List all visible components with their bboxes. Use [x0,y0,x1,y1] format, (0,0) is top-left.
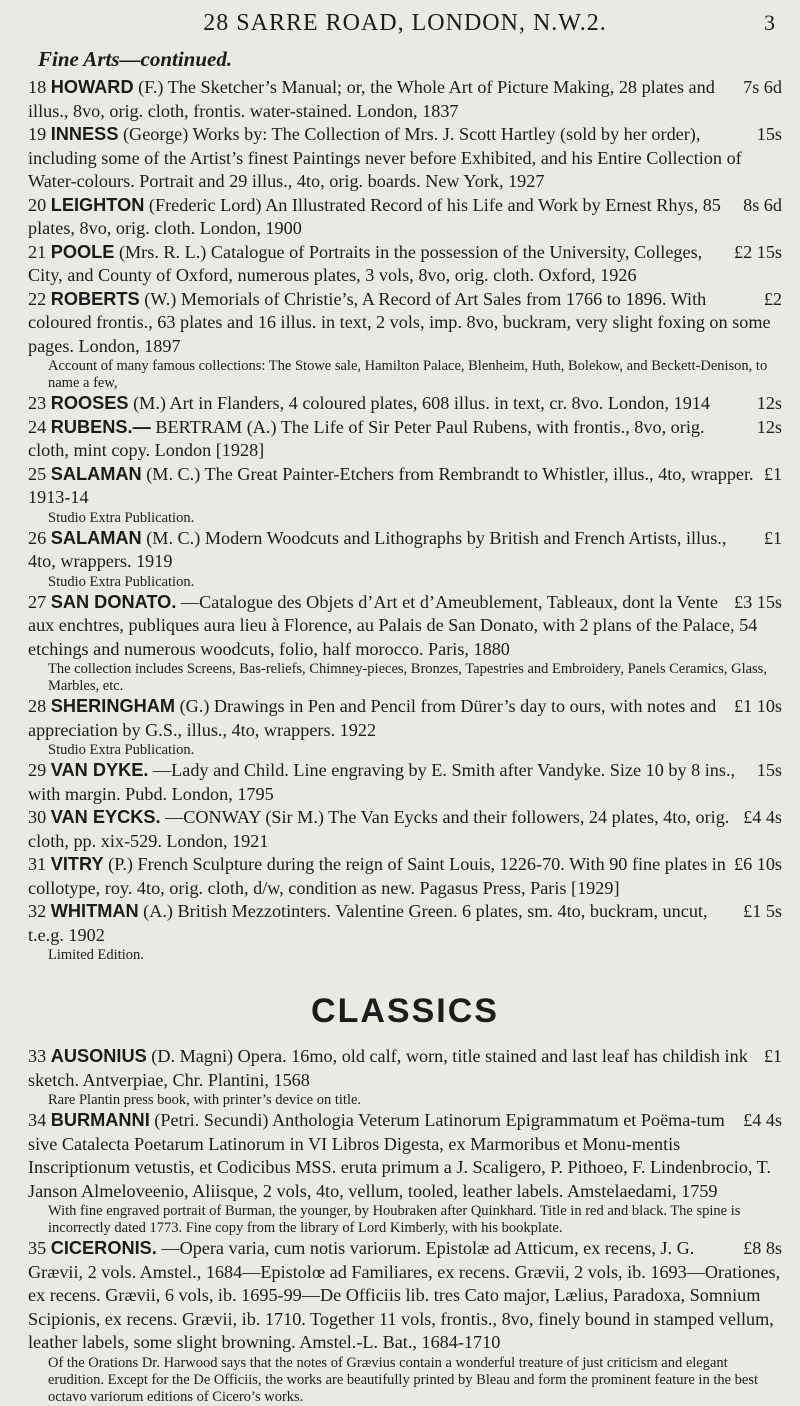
entry-number: 33 [28,1046,47,1066]
catalogue-entry [28,463,782,527]
page-number: 3 [764,10,776,35]
entry-note: Studio Extra Publication. [48,573,195,590]
catalogue-entry [28,392,782,416]
entry-number: 35 [28,1238,47,1258]
entry-number: 28 [28,696,47,716]
catalogue-entry [28,123,782,194]
entry-description: (M. C.) The Great Painter-Etchers from Rembrandt to Whistler, illus., 4to, wrapper. 1913-14 [28,463,754,507]
entry-price: £1 [763,463,782,484]
entry-number: 23 [28,393,47,413]
entry-price: £2 [763,288,782,309]
entry-price: £4 4s [743,807,782,827]
catalogue-entry [28,288,782,393]
entry-note: The collection includes Screens, Bas-reliefs, Chimney-pieces, Bronzes, Tapestries and Embroidery, Panels Ceramics, Glass, Marbles, etc. [48,661,767,694]
entry-price: £1 5s [743,901,782,921]
catalogue-entry [28,241,782,288]
entry-price: 8s 6d [743,194,782,215]
catalogue-entry [28,194,782,241]
entry-note: Rare Plantin press book, with printer’s device on title. [48,1092,362,1108]
entry-description: —Catalogue des Objets d’Art et d’Ameublement, Tableaux, dont la Vente aux enchtres, publiques aura lieu à Florence, au Palais de San Donato, with 2 plans of the Palace, 54 etchings and numerous woodcuts, folio, half morocco. Paris, 1880 [28,591,758,659]
entry-description: (W.) Memorials of Christie’s, A Record of Art Sales from 1766 to 1896. With coloured frontis., 63 plates and 16 illus. in text, 2 vols, imp. 8vo, buckram, very slight foxing on some pages. London, 1897 [28,288,771,356]
running-head [28,10,782,37]
page-header-address: 28 SARRE ROAD, LONDON, N.W.2. [203,10,607,36]
entry-description: (G.) Drawings in Pen and Pencil from Dürer’s day to ours, with notes and appreciation by G.S., illus., 4to, wrappers. 1922 [28,696,717,740]
entry-note: Studio Extra Publication. [48,742,195,758]
entry-price: £6 10s [734,854,782,874]
entry-number: 31 [28,854,47,874]
catalogue-entry [28,853,782,900]
entry-number: 20 [28,194,47,215]
entry-author: SAN DONATO. [50,591,177,612]
entry-price: £1 10s [734,696,782,716]
entry-price: £2 15s [734,241,782,262]
entry-description: (F.) The Sketcher’s Manual; or, the Whole Art of Picture Making, 28 plates and illus., 8vo, orig. cloth, frontis. water-stained. London, 1837 [28,77,715,121]
entry-number: 19 [28,124,47,144]
catalogue-entry [28,900,782,964]
entry-author: LEIGHTON [50,194,145,215]
entry-number: 32 [28,901,47,921]
catalogue-entry [28,695,782,759]
entry-description: BERTRAM (A.) The Life of Sir Peter Paul Rubens, with frontis., 8vo, orig. cloth, mint copy. London [1928] [28,416,705,460]
catalogue-entry [28,1109,782,1237]
catalogue-entry [28,1045,782,1109]
entry-price: £1 [763,527,782,548]
entry-author: POOLE [50,241,115,262]
entry-description: —Opera varia, cum notis variorum. Epistolæ ad Atticum, ex recens, J. G. Grævii, 2 vols. Amstel., 1684—Epistolœ ad Familiares, ex recens. Grævii, 2 vols, ib. 1693—Orationes, ex recens. Grævii, 6 vols, ib. 1695-99—De Officiis lib. tres Cato major, Lælius, Paradoxa, Somnium Scipionis, ex recens. Grævii, ib. 1710. Together 11 vols, frontis., 8vo, finely bound in stamped vellum, leather labels, some slight browning. Amstel.-L. Bat., 1684-1710 [28,1238,781,1352]
entry-author: HOWARD [50,77,134,97]
entry-description: (D. Magni) Opera. 16mo, old calf, worn, title stained and last leaf has childish ink sketch. Antverpiae, Chr. Plantini, 1568 [28,1046,748,1090]
entry-author: BURMANNI [50,1110,150,1130]
entry-description: (P.) French Sculpture during the reign of Saint Louis, 1226-70. With 90 fine plates in collotype, roy. 4to, orig. cloth, d/w, condition as new. Pagasus Press, Paris [1929] [28,854,726,898]
classics-list [28,1045,782,1406]
entry-number: 24 [28,416,47,437]
entry-number: 30 [28,807,47,827]
entry-description: —CONWAY (Sir M.) The Van Eycks and their followers, 24 plates, 4to, orig. cloth, pp. xix-529. London, 1921 [28,807,730,851]
entry-price: 12s [756,393,782,413]
entry-author: AUSONIUS [50,1046,147,1066]
entry-author: ROOSES [50,393,129,413]
entry-number: 34 [28,1110,47,1130]
entry-author: SHERINGHAM [50,696,176,716]
entry-description: (Frederic Lord) An Illustrated Record of his Life and Work by Ernest Rhys, 85 plates, 8vo, orig. cloth. London, 1900 [28,194,721,238]
entry-number: 25 [28,463,47,484]
entry-price: £8 8s [743,1238,782,1258]
entry-price: £3 15s [734,591,782,612]
entry-price: 15s [756,760,782,780]
entry-price: 15s [756,124,782,144]
catalogue-entry [28,527,782,591]
entry-note: Account of many famous collections: The Stowe sale, Hamilton Palace, Blenheim, Huth, Bolekow, and Beckett-Denison, to name a few, [48,358,768,391]
entry-number: 26 [28,527,47,548]
entry-description: (George) Works by: The Collection of Mrs. J. Scott Hartley (sold by her order), including some of the Artist’s finest Paintings never before Exhibited, and his Entire Collection of Water-colours. Portrait and 29 illus., 4to, orig. boards. New York, 1927 [28,124,742,191]
fine-arts-list [28,76,782,964]
entry-author: INNESS [50,124,119,144]
catalogue-entry [28,76,782,123]
entry-price: 7s 6d [743,77,782,97]
entry-author: ROBERTS [50,288,140,309]
entry-price: 12s [756,416,782,437]
entry-price: £4 4s [743,1110,782,1130]
entry-number: 27 [28,591,47,612]
entry-author: VAN EYCKS. [50,807,161,827]
entry-description: —Lady and Child. Line engraving by E. Smith after Vandyke. Size 10 by 8 ins., with margin. Pubd. London, 1795 [28,760,736,804]
entry-author: SALAMAN [50,527,142,548]
entry-note: Of the Orations Dr. Harwood says that the notes of Grævius contain a wonderful treature of just criticism and elegant erudition. Except for the De Officiis, the works are beautifully printed by Bleau and form the prominent feature in the best octavo variorum editions of Cicero’s works. [48,1354,759,1405]
catalogue-entry [28,1237,782,1406]
entry-author: CICERONIS. [50,1238,157,1258]
catalogue-entry [28,759,782,806]
entry-number: 18 [28,77,47,97]
entry-note: With fine engraved portrait of Burman, the younger, by Houbraken after Quinkhard. Title in red and black. The spine is incorrectly dated 1773. Fine copy from the library of Lord Kimberly, with his bookplate. [48,1203,741,1236]
entry-author: RUBENS.— [50,416,151,437]
entry-author: WHITMAN [50,901,139,921]
entry-number: 22 [28,288,47,309]
section-heading-classics: CLASSICS [311,992,499,1030]
entry-description: (Mrs. R. L.) Catalogue of Portraits in the possession of the University, Colleges, City, and County of Oxford, numerous plates, 3 vols, 8vo, orig. cloth. Oxford, 1926 [28,241,703,285]
entry-number: 21 [28,241,47,262]
entry-author: VAN DYKE. [50,760,149,780]
entry-author: SALAMAN [50,463,142,484]
entry-description: (A.) British Mezzotinters. Valentine Green. 6 plates, sm. 4to, buckram, uncut, t.e.g. 1902 [28,901,708,945]
entry-note: Limited Edition. [48,947,144,963]
catalogue-entry [28,591,782,696]
catalogue-entry [28,806,782,853]
entry-description: (Petri. Secundi) Anthologia Veterum Latinorum Epigrammatum et Poëma-tum sive Catalecta Poetarum Latinorum in VI Libros Digesta, ex Marmoribus et Monu-mentis Inscriptionum vetustis, et Codicibus MSS. eruta primum a J. Scaligero, P. Pithoeo, F. Lindenbrocio, T. Janson Almeloveenio, Aliisque, 2 vols, 4to, vellum, tooled, leather labels. Amstelaedami, 1759 [28,1110,771,1201]
entry-description: (M.) Art in Flanders, 4 coloured plates, 608 illus. in text, cr. 8vo. London, 1914 [133,393,710,413]
entry-note: Studio Extra Publication. [48,509,195,526]
entry-description: (M. C.) Modern Woodcuts and Lithographs by British and French Artists, illus., 4to, wrappers. 1919 [28,527,727,571]
entry-author: VITRY [50,854,104,874]
catalogue-entry [28,416,782,463]
section-continued-heading: Fine Arts—continued. [38,47,233,71]
entry-number: 29 [28,760,47,780]
entry-price: £1 [763,1046,782,1066]
